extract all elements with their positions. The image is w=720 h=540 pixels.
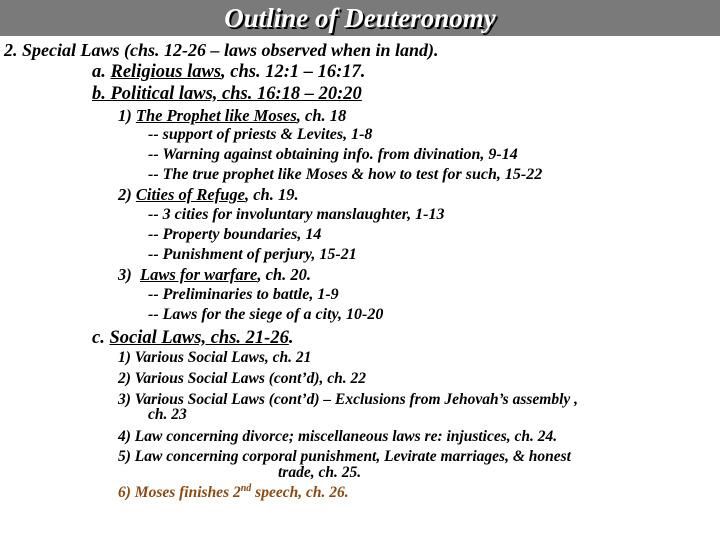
final-item-pre: 6) Moses finishes 2	[118, 484, 241, 501]
list-item: -- Punishment of perjury, 15-21	[148, 246, 357, 263]
item-a-prefix: a.	[92, 62, 111, 82]
list-item: 3) Various Social Laws (cont’d) – Exclusions from Jehovah’s assembly ,	[118, 391, 579, 408]
item-a-label: Religious laws	[110, 62, 222, 82]
list-item: -- Property boundaries, 14	[148, 226, 322, 243]
section-heading: 2. Special Laws (chs. 12-26 – laws observed when in land).	[4, 40, 439, 60]
item-b2-prefix: 2)	[118, 185, 136, 204]
item-b2-rest: , ch. 19.	[244, 185, 299, 204]
outline-item-c	[92, 328, 293, 349]
list-item: -- The true prophet like Moses & how to test for such, 15-22	[148, 166, 543, 183]
outline-item-b2	[118, 185, 299, 205]
list-item-continuation: trade, ch. 25.	[278, 464, 362, 481]
final-item-sup: nd	[240, 482, 252, 494]
item-b1-label: The Prophet like Moses	[135, 106, 297, 125]
item-b3-prefix: 3)	[118, 265, 140, 284]
list-item-continuation: ch. 23	[148, 406, 187, 423]
item-b2-label: Cities of Refuge	[135, 185, 245, 204]
list-item: -- Warning against obtaining info. from divination, 9-14	[148, 146, 518, 163]
item-b1-rest: , ch. 18	[296, 106, 347, 125]
slide-title: Outline of Deuteronomy	[224, 3, 496, 33]
list-item: 4) Law concerning divorce; miscellaneous laws re: injustices, ch. 24.	[118, 428, 558, 445]
list-item: 2) Various Social Laws (cont’d), ch. 22	[118, 370, 367, 387]
outline-item-a	[92, 62, 365, 83]
outline-item-b3	[118, 265, 311, 285]
item-c-rest: .	[288, 328, 294, 348]
list-item: 1) Various Social Laws, ch. 21	[118, 349, 312, 366]
item-b3-rest: , ch. 20.	[257, 265, 311, 284]
list-item: -- Laws for the siege of a city, 10-20	[148, 306, 384, 323]
item-c-prefix: c.	[92, 328, 110, 348]
item-c-label: Social Laws, chs. 21-26	[109, 328, 289, 348]
final-item-post: speech, ch. 26.	[251, 484, 349, 501]
item-b1-prefix: 1)	[118, 106, 136, 125]
outline-item-b: b. Political laws, chs. 16:18 – 20:20	[92, 84, 362, 104]
final-item	[118, 484, 349, 502]
item-b3-label: Laws for warfare	[140, 265, 258, 284]
outline-item-b1	[118, 106, 346, 126]
item-a-rest: , chs. 12:1 – 16:17.	[221, 62, 366, 82]
list-item: -- 3 cities for involuntary manslaughter, 1-13	[148, 206, 445, 223]
list-item: 5) Law concerning corporal punishment, Levirate marriages, & honest	[118, 448, 571, 465]
list-item: -- Preliminaries to battle, 1-9	[148, 286, 339, 303]
list-item: -- support of priests & Levites, 1-8	[148, 126, 373, 143]
